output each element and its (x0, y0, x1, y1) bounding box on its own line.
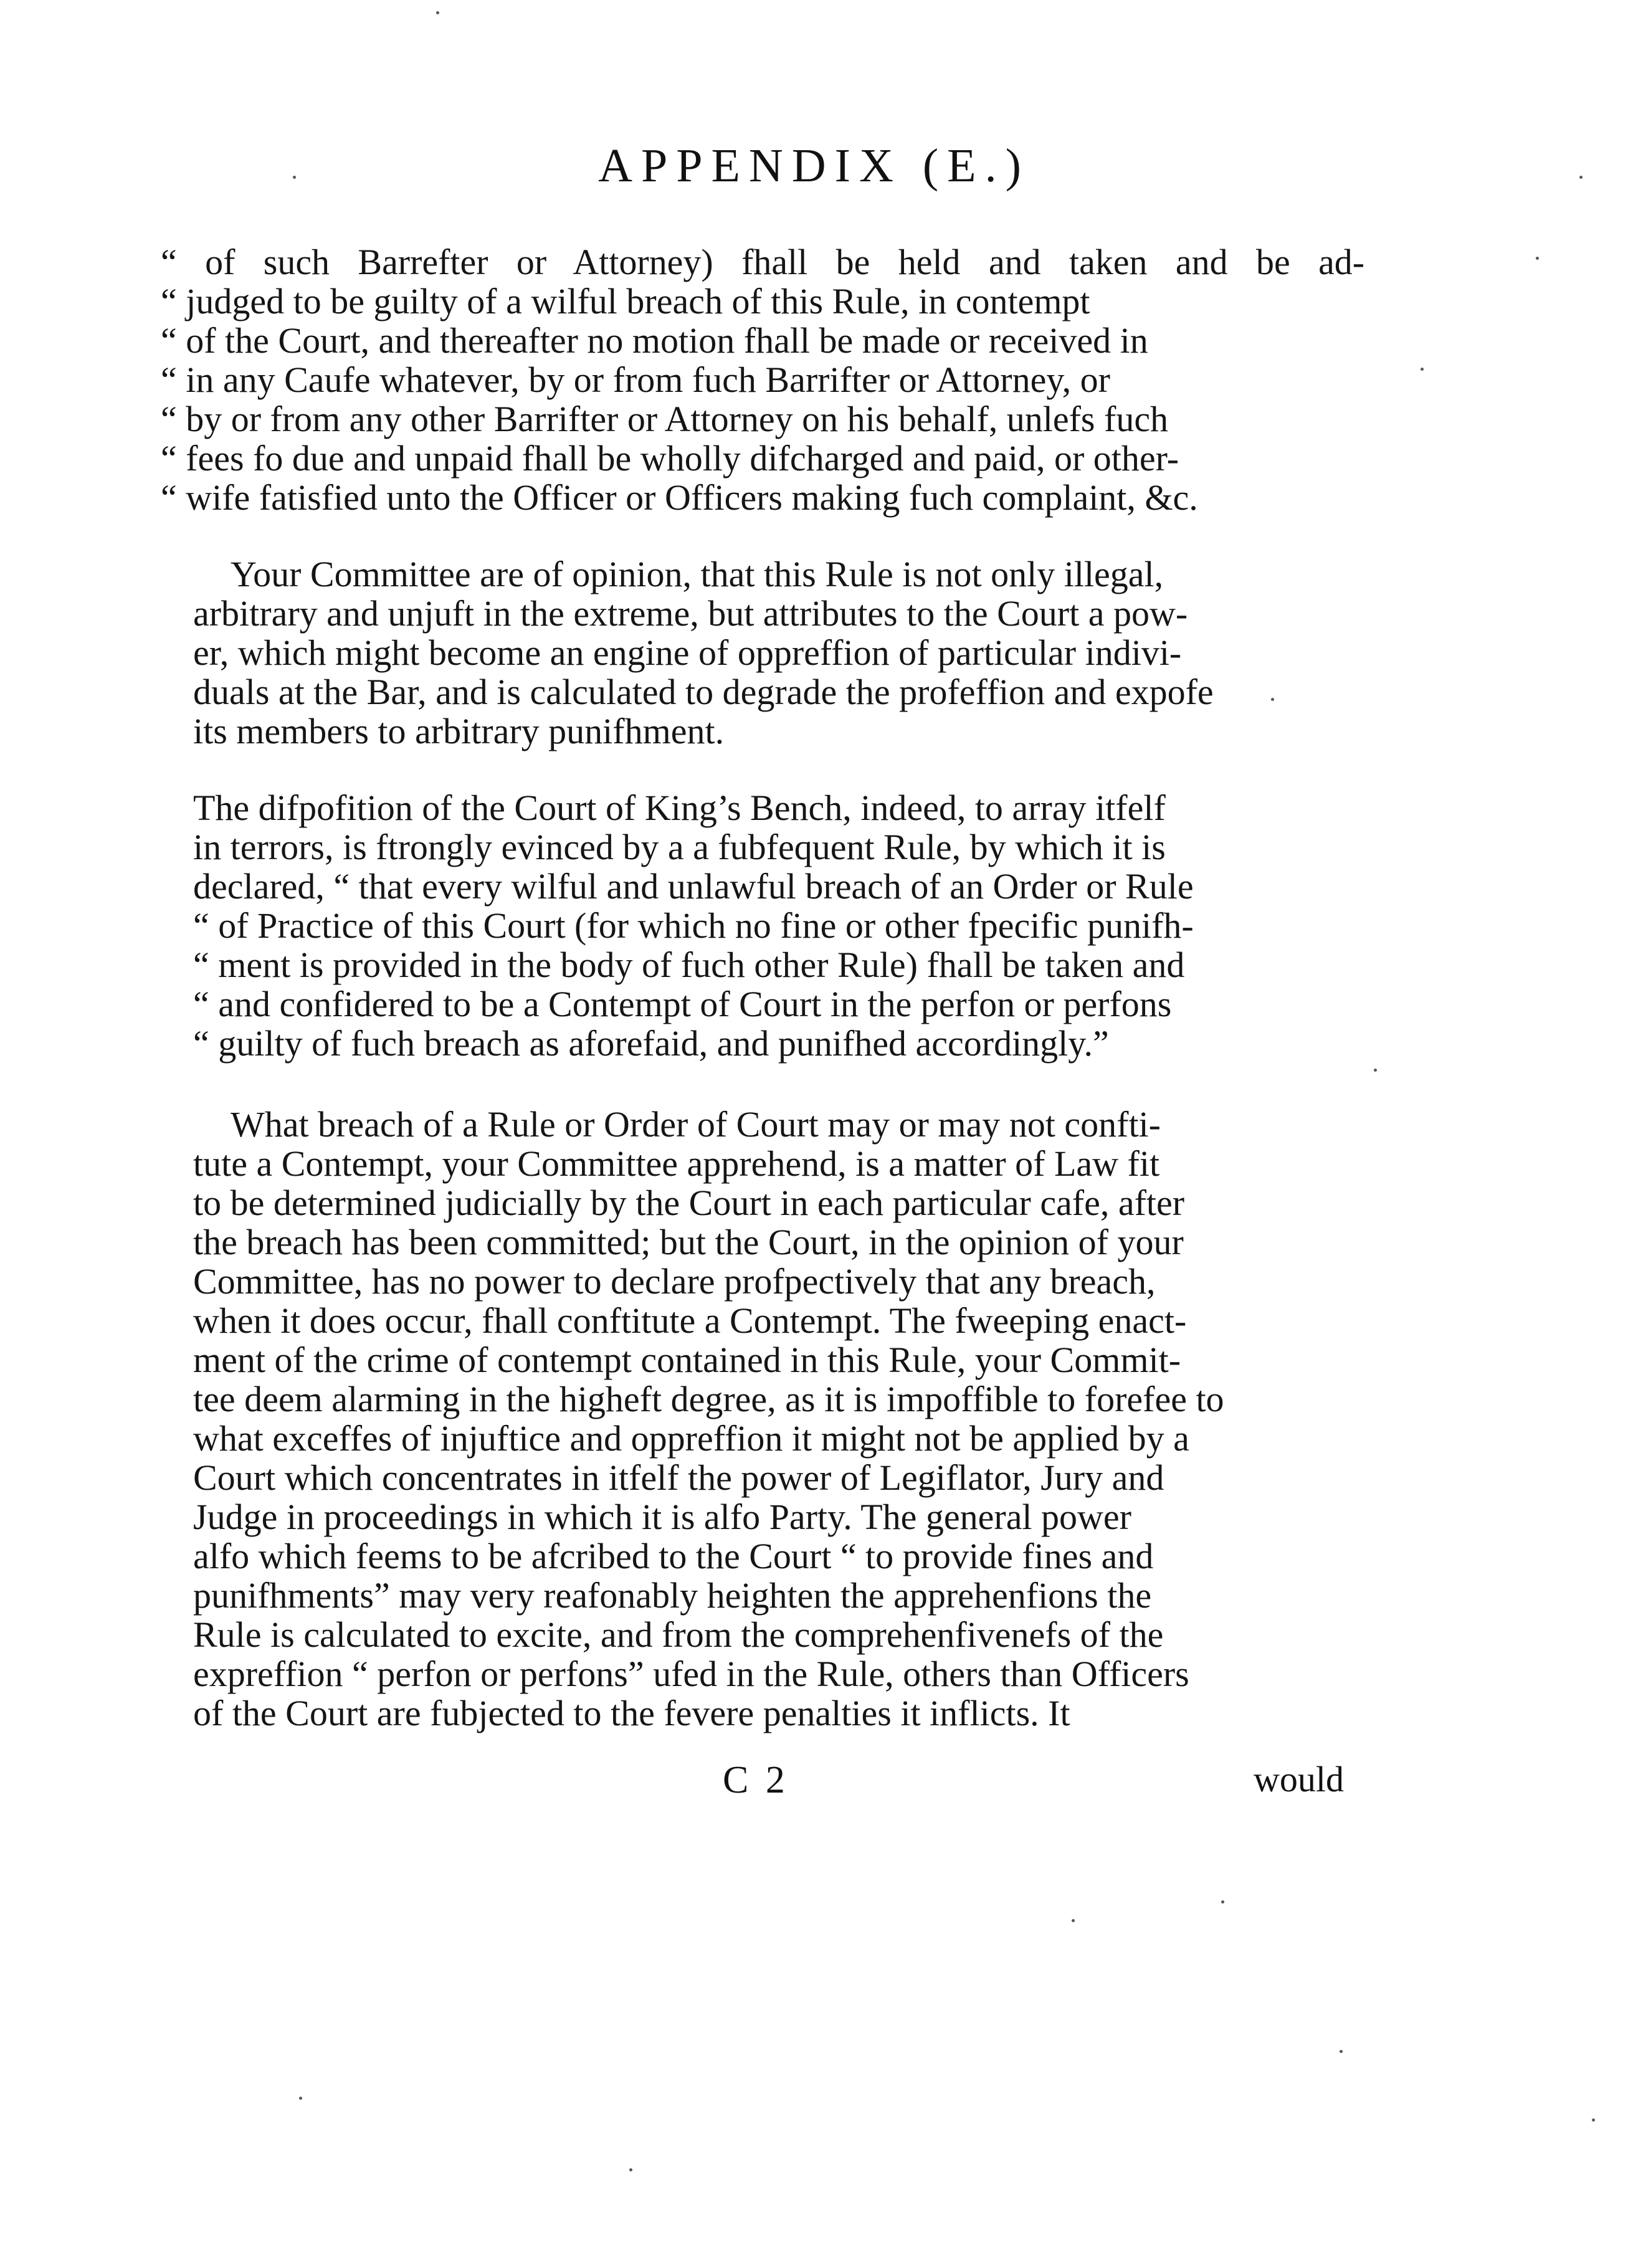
text-line: “ in any Caufe whatever, by or from fuch Barrifter or Attorney, or (161, 360, 1110, 400)
text-line: “ guilty of fuch breach as aforefaid, and punifhed accordingly.” (193, 1023, 1109, 1064)
scan-speck (1221, 1900, 1224, 1904)
scan-speck (1579, 176, 1583, 179)
scan-speck (436, 11, 439, 14)
text-line: of the Court are fubjected to the fevere penalties it inflicts. It (193, 1693, 1070, 1733)
page-header: APPENDIX (E.) (598, 140, 1030, 192)
text-line: duals at the Bar, and is calculated to degrade the profeffion and expofe (193, 672, 1214, 712)
text-line: “ of the Court, and thereafter no motion fhall be made or received in (161, 320, 1148, 361)
text-line: punifhments” may very reafonably heighten the apprehenfions the (193, 1575, 1152, 1616)
scan-speck (1592, 2118, 1595, 2122)
scan-speck (1421, 368, 1424, 371)
text-line: to be determined judicially by the Court in each particular cafe, after (193, 1183, 1185, 1223)
text-line: Your Committee are of opinion, that this Rule is not only illegal, (231, 554, 1164, 594)
scan-speck (293, 176, 296, 179)
text-line: Committee, has no power to declare profpectively that any breach, (193, 1261, 1156, 1302)
text-line: “ of Practice of this Court (for which no fine or other fpecific punifh- (193, 905, 1194, 946)
text-line: ment of the crime of contempt contained in this Rule, your Commit- (193, 1340, 1181, 1380)
text-line: “ wife fatisfied unto the Officer or Officers making fuch complaint, &c. (161, 477, 1198, 518)
text-line: Judge in proceedings in which it is alfo Party. The general power (193, 1497, 1131, 1537)
scan-speck (1072, 1919, 1075, 1922)
text-line: its members to arbitrary punifhment. (193, 711, 725, 751)
text-line: er, which might become an engine of oppreffion of particular indivi- (193, 632, 1182, 673)
text-line: in terrors, is ftrongly evinced by a a fubfequent Rule, by which it is (193, 827, 1166, 867)
text-line: Rule is calculated to excite, and from the comprehenfivenefs of the (193, 1614, 1164, 1655)
text-line: when it does occur, fhall conftitute a Contempt. The fweeping enact- (193, 1300, 1187, 1341)
text-line: The difpofition of the Court of King’s Bench, indeed, to array itfelf (193, 788, 1166, 828)
scan-speck (1271, 698, 1274, 701)
text-line: “ fees fo due and unpaid fhall be wholly difcharged and paid, or other- (161, 438, 1179, 479)
scan-speck (1374, 1069, 1377, 1072)
text-line: What breach of a Rule or Order of Court may or may not confti- (231, 1104, 1161, 1145)
text-line: expreffion “ perfon or perfons” ufed in the Rule, others than Officers (193, 1654, 1189, 1694)
text-line: “ and confidered to be a Contempt of Court in the perfon or perfons (193, 984, 1172, 1024)
text-line: “ by or from any other Barrifter or Attorney on his behalf, unlefs fuch (161, 399, 1169, 439)
text-line: “ judged to be guilty of a wilful breach of this Rule, in contempt (161, 281, 1090, 322)
text-line: the breach has been committed; but the Court, in the opinion of your (193, 1222, 1184, 1262)
text-line: “ ment is provided in the body of fuch other Rule) fhall be taken and (193, 945, 1185, 985)
scan-speck (299, 2097, 302, 2100)
text-line: “ of such Barrefter or Attorney) fhall be held and taken and be ad- (161, 242, 1365, 282)
text-line: arbitrary and unjuft in the extreme, but attributes to the Court a pow- (193, 593, 1188, 634)
scan-speck (629, 2168, 632, 2171)
text-line: alfo which feems to be afcribed to the Court “ to provide fines and (193, 1536, 1154, 1576)
scan-speck (1340, 2050, 1343, 2053)
scan-speck (1536, 257, 1539, 260)
text-line: declared, “ that every wilful and unlawful breach of an Order or Rule (193, 866, 1194, 907)
text-line: tute a Contempt, your Committee apprehend, is a matter of Law fit (193, 1143, 1160, 1184)
text-line: what exceffes of injuftice and oppreffion it might not be applied by a (193, 1418, 1189, 1459)
catchword: would (1254, 1759, 1344, 1799)
text-line: Court which concentrates in itfelf the power of Legiflator, Jury and (193, 1457, 1164, 1498)
signature-mark: C 2 (723, 1759, 789, 1801)
text-line: tee deem alarming in the higheft degree, as it is impoffible to forefee to (193, 1379, 1224, 1419)
